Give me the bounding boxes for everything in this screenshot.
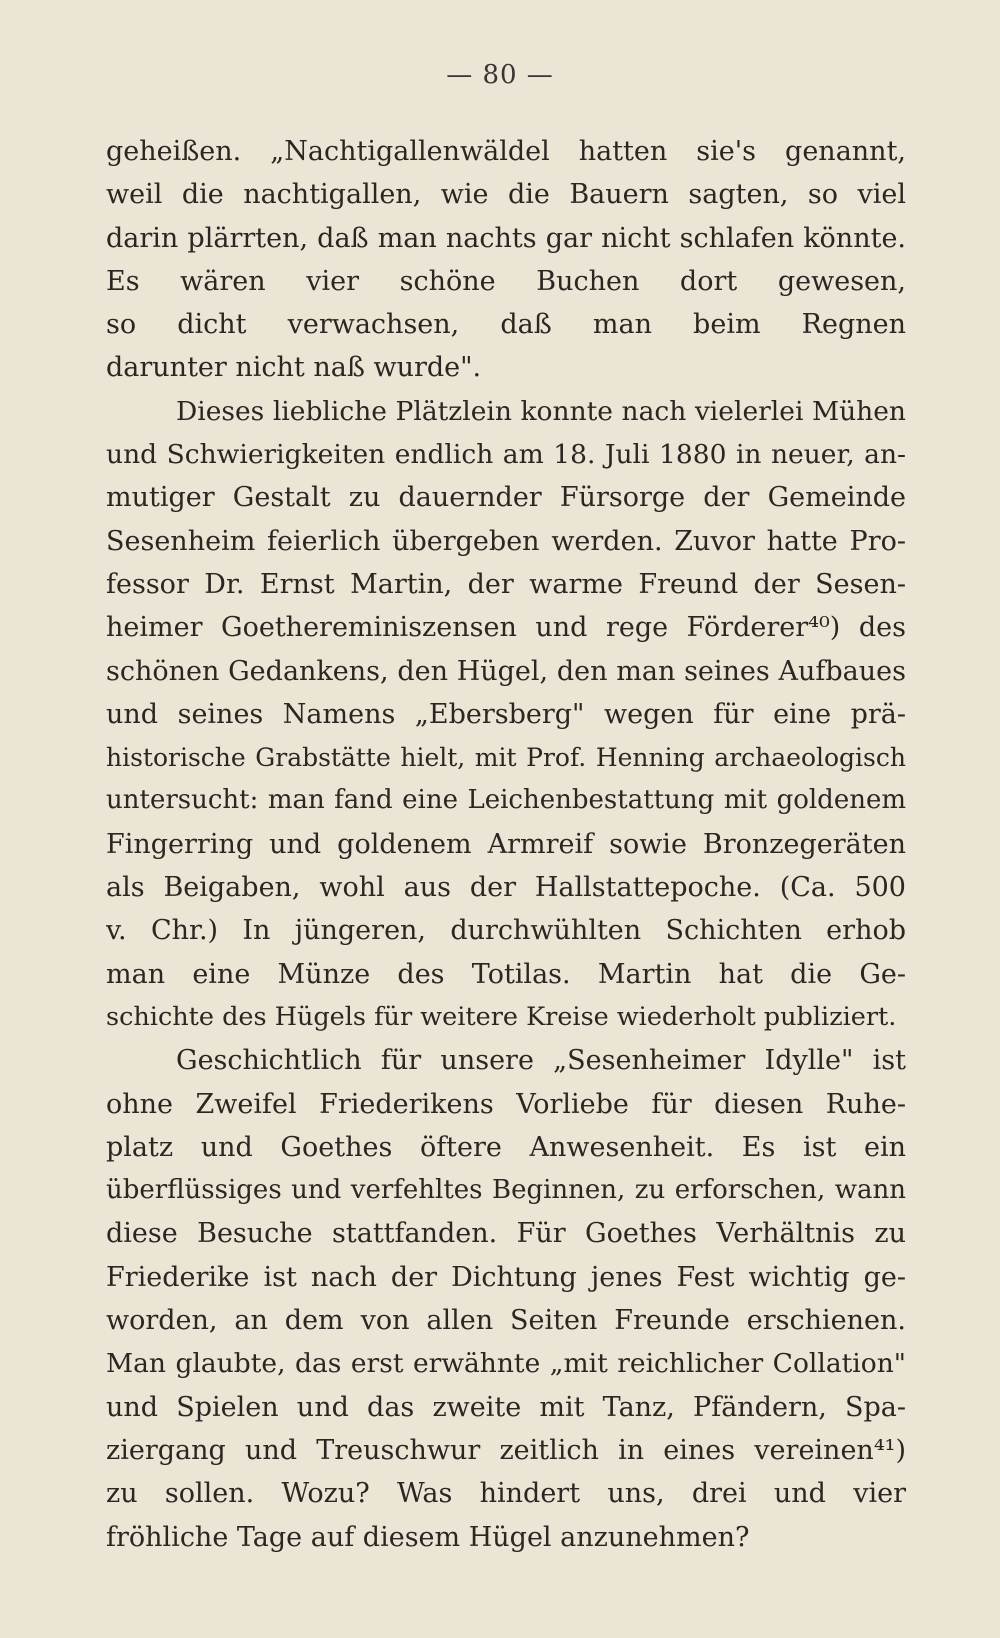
text-line: untersucht: man fand eine Leichenbestattung mit goldenem — [106, 785, 906, 816]
text-line: zu sollen. Wozu? Was hindert uns, drei und vier — [106, 1478, 906, 1510]
text-line: platz und Goethes öftere Anwesenheit. Es ist ein — [106, 1131, 906, 1163]
text-line: Geschichtlich für unsere „Sesenheimer Idylle" ist — [176, 1045, 906, 1077]
body-text — [106, 130, 906, 1559]
text-line: diese Besuche stattfanden. Für Goethes Verhältnis zu — [106, 1218, 906, 1250]
text-line: v. Chr.) In jüngeren, durchwühlten Schichten erhob — [106, 915, 906, 947]
text-line: Es wären vier schöne Buchen dort gewesen, — [106, 265, 906, 297]
text-line: Man glaubte, das erst erwähnte „mit reichlicher Collation" — [106, 1348, 906, 1380]
text-line: mutiger Gestalt zu dauernder Fürsorge der Gemeinde — [106, 482, 906, 514]
text-line: und Schwierigkeiten endlich am 18. Juli 1880 in neuer, an- — [106, 439, 906, 471]
page-number: — 80 — — [446, 60, 554, 90]
text-line: man eine Münze des Totilas. Martin hat die Ge- — [106, 958, 906, 990]
text-line: heimer Goethereminiszensen und rege Förderer⁴⁰) des — [106, 612, 906, 644]
text-line: Fingerring und goldenem Armreif sowie Bronzegeräten — [106, 828, 906, 860]
text-line: Sesenheim feierlich übergeben werden. Zuvor hatte Pro- — [106, 525, 906, 557]
text-line: worden, an dem von allen Seiten Freunde erschienen. — [106, 1305, 906, 1337]
text-line: geheißen. „Nachtigallenwäldel hatten sie's genannt, — [106, 136, 906, 167]
text-line: fröhliche Tage auf diesem Hügel anzunehmen? — [106, 1521, 750, 1553]
text-line: und seines Namens „Ebersberg" wegen für eine prä- — [106, 698, 906, 730]
text-line: darunter nicht naß wurde". — [106, 352, 482, 384]
text-line: Dieses liebliche Plätzlein konnte nach vielerlei Mühen — [176, 395, 906, 427]
text-line: und Spielen und das zweite mit Tanz, Pfändern, Spa- — [106, 1391, 906, 1423]
text-line: historische Grabstätte hielt, mit Prof. Henning archaeologisch — [106, 743, 906, 773]
text-line: ohne Zweifel Friederikens Vorliebe für diesen Ruhe- — [106, 1088, 906, 1120]
text-line: fessor Dr. Ernst Martin, der warme Freund der Sesen- — [106, 568, 906, 600]
text-line: Friederike ist nach der Dichtung jenes Fest wichtig ge- — [106, 1261, 906, 1293]
text-line: schichte des Hügels für weitere Kreise wiederholt publiziert. — [106, 1001, 897, 1032]
text-line: so dicht verwachsen, daß man beim Regnen — [106, 309, 906, 341]
text-line: überflüssiges und verfehltes Beginnen, zu erforschen, wann — [106, 1175, 906, 1206]
text-line: schönen Gedankens, den Hügel, den man seines Aufbaues — [106, 655, 906, 687]
text-line: als Beigaben, wohl aus der Hallstattepoche. (Ca. 500 — [106, 872, 906, 904]
text-line: darin plärrten, daß man nachts gar nicht schlafen könnte. — [106, 222, 906, 254]
text-line: weil die nachtigallen, wie die Bauern sagten, so viel — [106, 179, 906, 211]
text-line: ziergang und Treuschwur zeitlich in eines vereinen⁴¹) — [106, 1434, 906, 1466]
